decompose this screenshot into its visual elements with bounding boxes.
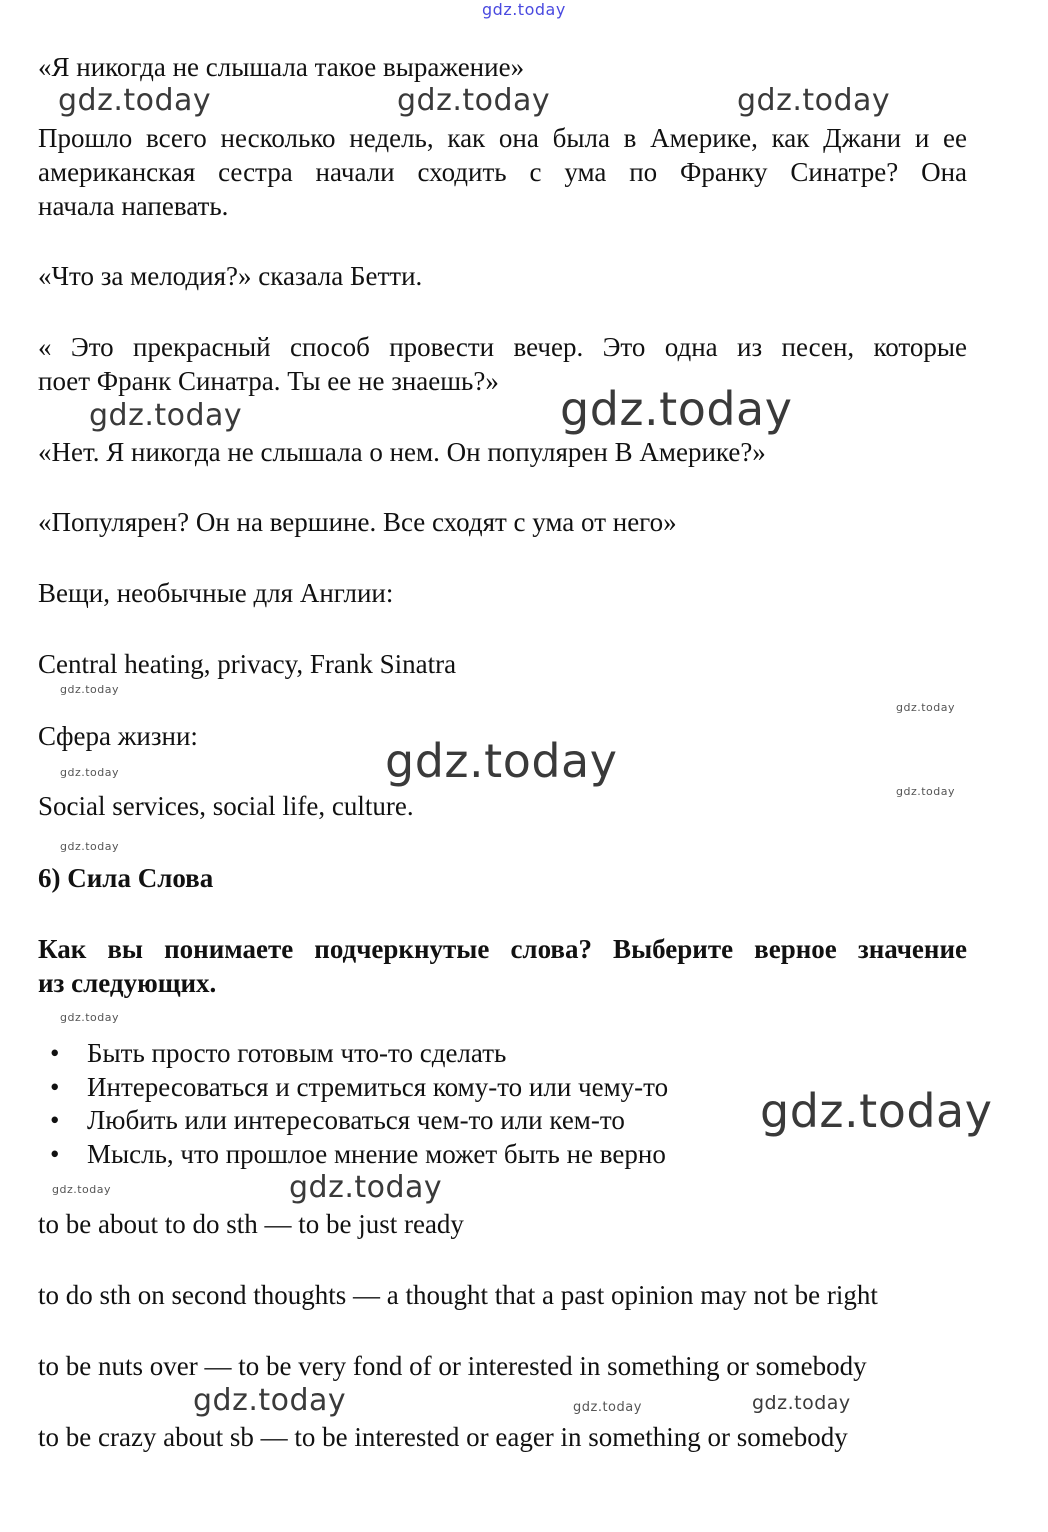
paragraph: «Что за мелодия?» сказала Бетти. — [38, 261, 423, 291]
watermark: gdz.today — [573, 1400, 642, 1415]
watermark: gdz.today — [385, 734, 618, 788]
section-title: 6) Сила Слова — [38, 863, 214, 893]
bullet-icon: • — [50, 1038, 60, 1068]
watermark: gdz.today — [482, 0, 566, 19]
paragraph-line: « Это прекрасный способ провести вечер. Это одна из песен, которые — [38, 332, 967, 362]
paragraph: «Я никогда не слышала такое выражение» — [38, 52, 525, 82]
paragraph-line: начала напевать. — [38, 191, 229, 221]
answer: to be nuts over — to be very fond of or interested in something or somebody — [38, 1351, 867, 1381]
watermark: gdz.today — [760, 1084, 993, 1138]
list-item: • Интересоваться и стремиться кому-то или чему-то — [50, 1072, 669, 1102]
answer: to be crazy about sb — to be interested or eager in something or somebody — [38, 1422, 848, 1452]
watermark: gdz.today — [896, 701, 956, 714]
paragraph: Сфера жизни: — [38, 721, 198, 751]
watermark: gdz.today — [52, 1183, 112, 1196]
paragraph: «Нет. Я никогда не слышала о нем. Он популярен В Америке?» — [38, 437, 766, 467]
list-item: • Любить или интересоваться чем-то или кем-то — [50, 1105, 625, 1135]
list-item: • Мысль, что прошлое мнение может быть не верно — [50, 1139, 666, 1169]
watermark: gdz.today — [737, 83, 891, 118]
paragraph: Social services, social life, culture. — [38, 791, 414, 821]
watermark: gdz.today — [397, 83, 551, 118]
watermark: gdz.today — [60, 1011, 120, 1024]
watermark: gdz.today — [193, 1383, 347, 1418]
paragraph-line: Прошло всего несколько недель, как она была в Америке, как Джани и ее — [38, 123, 967, 153]
list-item: • Быть просто готовым что-то сделать — [50, 1038, 507, 1068]
answer: to do sth on second thoughts — a thought that a past opinion may not be right — [38, 1280, 878, 1310]
bullet-icon: • — [50, 1105, 60, 1135]
watermark: gdz.today — [752, 1392, 851, 1414]
watermark: gdz.today — [896, 785, 956, 798]
watermark: gdz.today — [60, 683, 120, 696]
watermark: gdz.today — [289, 1170, 443, 1205]
paragraph: Central heating, privacy, Frank Sinatra — [38, 649, 457, 679]
bullet-icon: • — [50, 1139, 60, 1169]
bullet-icon: • — [50, 1072, 60, 1102]
answer: to be about to do sth — to be just ready — [38, 1209, 464, 1239]
watermark: gdz.today — [560, 382, 793, 436]
watermark: gdz.today — [60, 840, 120, 853]
watermark: gdz.today — [58, 83, 212, 118]
paragraph: «Популярен? Он на вершине. Все сходят с ума от него» — [38, 507, 677, 537]
paragraph: Вещи, необычные для Англии: — [38, 578, 394, 608]
paragraph-line: поет Франк Синатра. Ты ее не знаешь?» — [38, 366, 499, 396]
task-line: Как вы понимаете подчеркнутые слова? Выберите верное значение — [38, 934, 967, 964]
watermark: gdz.today — [60, 766, 120, 779]
paragraph-line: американская сестра начали сходить с ума по Франку Синатре? Она — [38, 157, 967, 187]
task-line: из следующих. — [38, 968, 217, 998]
watermark: gdz.today — [89, 398, 243, 433]
